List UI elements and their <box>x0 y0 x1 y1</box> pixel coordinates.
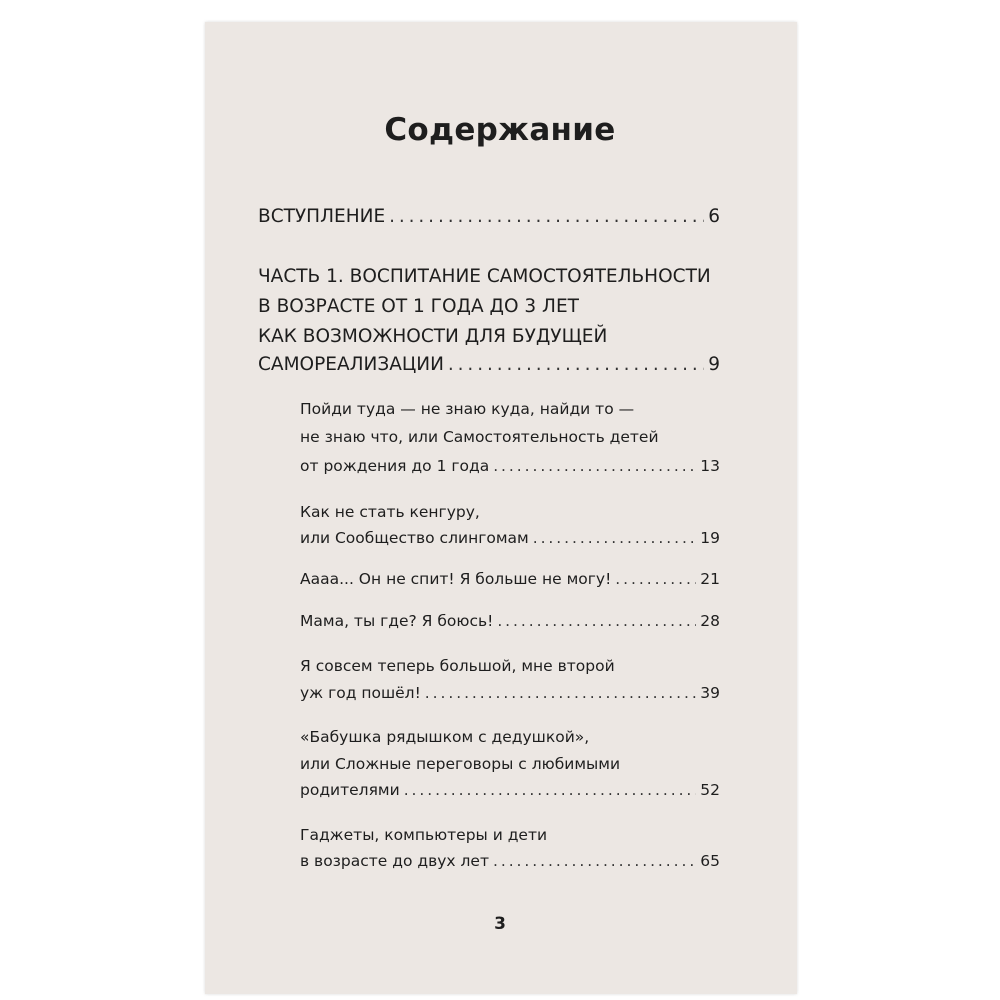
toc-entry-label: Аааа... Он не спит! Я больше не могу! <box>300 570 612 588</box>
toc-page-number: 9 <box>708 354 720 375</box>
toc-chapter6-line-2: или Сложные переговоры с любимыми <box>300 755 621 773</box>
toc-page-number: 21 <box>700 570 720 588</box>
leader-dots <box>493 457 696 475</box>
toc-page-number: 19 <box>700 529 720 547</box>
toc-part1-line-3: КАК ВОЗМОЖНОСТИ ДЛЯ БУДУЩЕЙ <box>258 326 608 347</box>
leader-dots <box>448 354 704 375</box>
toc-entry-label: в возрасте до двух лет <box>300 852 489 870</box>
toc-page-number: 65 <box>700 852 720 870</box>
toc-entry-chapter1 <box>300 457 720 475</box>
leader-dots <box>389 206 704 227</box>
toc-entry-label: Мама, ты где? Я боюсь! <box>300 612 494 630</box>
toc-entry-chapter7 <box>300 852 720 870</box>
leader-dots <box>533 529 697 547</box>
leader-dots <box>493 852 696 870</box>
toc-entry-label: ВСТУПЛЕНИЕ <box>258 206 386 227</box>
toc-entry-chapter6 <box>300 781 720 799</box>
toc-chapter6-line-1: «Бабушка рядышком с дедушкой», <box>300 728 590 746</box>
toc-entry-label: от рождения до 1 года <box>300 457 490 475</box>
toc-page-number: 39 <box>700 684 720 702</box>
leader-dots <box>404 781 697 799</box>
toc-entry-part1 <box>258 354 720 375</box>
leader-dots <box>497 612 696 630</box>
toc-chapter5-line-1: Я совсем теперь большой, мне второй <box>300 657 615 675</box>
toc-page-number: 52 <box>700 781 720 799</box>
leader-dots <box>425 684 696 702</box>
toc-page-number: 28 <box>700 612 720 630</box>
toc-chapter2-line-1: Как не стать кенгуру, <box>300 503 480 521</box>
toc-entry-label: уж год пошёл! <box>300 684 421 702</box>
toc-entry-introduction <box>258 206 720 227</box>
toc-chapter1-line-1: Пойди туда — не знаю куда, найди то — <box>300 400 635 418</box>
toc-page-number: 6 <box>708 206 720 227</box>
toc-entry-label: родителями <box>300 781 400 799</box>
toc-part1-line-2: В ВОЗРАСТЕ ОТ 1 ГОДА ДО 3 ЛЕТ <box>258 296 579 317</box>
page-number: 3 <box>494 914 506 934</box>
toc-entry-chapter5 <box>300 684 720 702</box>
toc-entry-label: или Сообщество слингомам <box>300 529 529 547</box>
leader-dots <box>615 570 696 588</box>
toc-entry-label: САМОРЕАЛИЗАЦИИ <box>258 354 444 375</box>
toc-chapter7-line-1: Гаджеты, компьютеры и дети <box>300 826 548 844</box>
toc-entry-chapter3 <box>300 570 720 588</box>
toc-entry-chapter4 <box>300 612 720 630</box>
toc-page-number: 13 <box>700 457 720 475</box>
contents-title: Содержание <box>384 112 616 148</box>
toc-chapter1-line-2: не знаю что, или Самостоятельность детей <box>300 428 659 446</box>
toc-part1-line-1: ЧАСТЬ 1. ВОСПИТАНИЕ САМОСТОЯТЕЛЬНОСТИ <box>258 266 711 287</box>
toc-entry-chapter2 <box>300 529 720 547</box>
